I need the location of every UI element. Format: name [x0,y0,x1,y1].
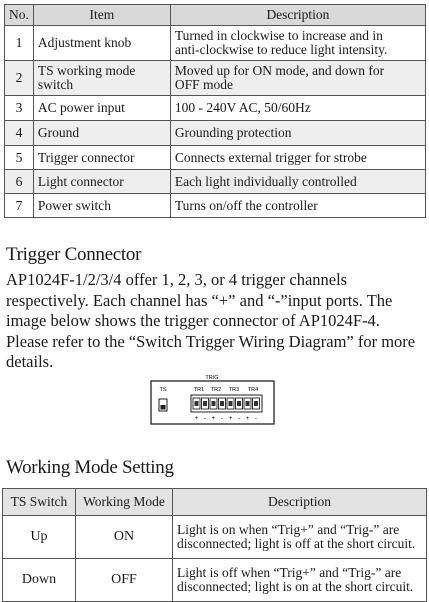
desc-line: Turned in clockwise to increase and in [174,28,383,43]
col-header-no: No. [5,5,34,26]
trigger-connector-diagram [150,373,275,425]
table-row [5,96,426,121]
ts-switch-value: Down [3,559,76,602]
row-no: 5 [5,146,34,170]
table-row [5,26,426,61]
channel-label: TR3 [228,387,240,393]
ts-switch-label: TS [159,387,167,393]
table-row [3,516,427,559]
polarity-label: + [211,416,216,422]
row-description: Connects external trigger for strobe [170,146,425,170]
working-mode-heading: Working Mode Setting [6,457,174,478]
polarity-label: - [255,416,257,422]
desc-line: disconnected; light is on at the short circuit. [177,579,414,594]
desc-line: Moved up for ON mode, and down for [174,63,385,78]
row-description: Each light individually controlled [170,170,425,194]
item-line: switch [37,77,74,92]
row-no: 4 [5,121,34,146]
polarity-label: + [245,416,250,422]
mode-description [173,516,427,559]
channel-label: TR4 [247,387,259,393]
col-header-description: Description [173,489,427,516]
col-header-ts-switch: TS Switch [3,489,76,516]
polarity-label: + [194,416,199,422]
row-description: 100 - 240V AC, 50/60Hz [170,96,425,121]
row-item [33,61,170,96]
desc-line: anti-clockwise to reduce light intensity. [174,42,388,57]
terminal-block-icon [191,395,262,412]
row-no: 6 [5,170,34,194]
row-description [170,61,425,96]
row-item: Light connector [33,170,170,194]
desc-line: Light is off when “Trig+” and “Trig-” are [177,565,402,580]
desc-line: Light is on when “Trig+” and “Trig-” are [177,522,400,537]
row-no: 3 [5,96,34,121]
polarity-label: - [204,416,206,422]
specification-table [4,4,426,218]
col-header-working-mode: Working Mode [76,489,173,516]
working-mode-value: OFF [76,559,173,602]
channel-label: TR1 [193,387,205,393]
polarity-label: - [238,416,240,422]
table-row [5,170,426,194]
row-no: 7 [5,194,34,218]
spec-header-row [5,5,426,26]
table-row [5,146,426,170]
channel-label: TR2 [210,387,222,393]
row-description [170,26,425,61]
mode-description [173,559,427,602]
connector-title: TRIG [205,375,219,381]
row-item: Adjustment knob [33,26,170,61]
ts-switch-icon [159,399,167,411]
polarity-label: + [228,416,233,422]
ts-switch-value: Up [3,516,76,559]
row-no: 1 [5,26,34,61]
row-item: AC power input [33,96,170,121]
polarity-label: - [221,416,223,422]
table-row [5,121,426,146]
col-header-description: Description [170,5,425,26]
working-mode-value: ON [76,516,173,559]
col-header-item: Item [33,5,170,26]
item-line: TS working mode [37,63,136,78]
row-description: Turns on/off the controller [170,194,425,218]
row-description: Grounding protection [170,121,425,146]
table-row [3,559,427,602]
trigger-connector-paragraph: AP1024F-1/2/3/4 offer 1, 2, 3, or 4 trigger channels respectively. Each channel has “+” and “-”input ports. The image below shows the trigger connector of AP1024F-4. Please refer to the “Switch Trigger Wiring Diagram” for more details. [6,270,416,371]
table-row [5,194,426,218]
row-no: 2 [5,61,34,96]
trigger-connector-heading: Trigger Connector [6,244,142,265]
working-mode-table [2,488,427,602]
row-item: Power switch [33,194,170,218]
desc-line: OFF mode [174,77,234,92]
desc-line: disconnected; light is off at the short circuit. [177,536,416,551]
mode-header-row [3,489,427,516]
table-row [5,61,426,96]
row-item: Trigger connector [33,146,170,170]
row-item: Ground [33,121,170,146]
